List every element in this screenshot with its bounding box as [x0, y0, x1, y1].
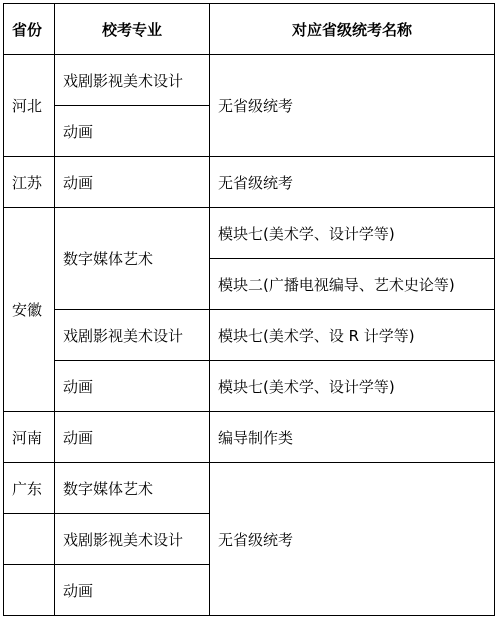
table-row: [4, 157, 495, 208]
major-cell: 动画: [55, 565, 210, 616]
exam-cell: 无省级统考: [210, 463, 495, 616]
province-cell-henan: 河南: [4, 412, 55, 463]
major-cell: 戏剧影视美术设计: [55, 514, 210, 565]
major-cell: 动画: [55, 412, 210, 463]
table-header-row: [4, 4, 495, 55]
major-cell: 动画: [55, 361, 210, 412]
table-row: [4, 310, 495, 361]
exam-cell: 无省级统考: [210, 55, 495, 157]
province-cell-empty: [4, 565, 55, 616]
province-cell-anhui: 安徽: [4, 208, 55, 412]
major-cell: 动画: [55, 157, 210, 208]
major-cell: 数字媒体艺术: [55, 463, 210, 514]
province-cell-guangdong: 广东: [4, 463, 55, 514]
table-row: [4, 361, 495, 412]
table-row: [4, 412, 495, 463]
major-cell: 动画: [55, 106, 210, 157]
header-major: 校考专业: [55, 4, 210, 55]
province-cell-empty: [4, 514, 55, 565]
header-exam: 对应省级统考名称: [210, 4, 495, 55]
table-row: [4, 55, 495, 106]
table-row: [4, 463, 495, 514]
exam-cell: 模块七(美术学、设计学等): [210, 208, 495, 259]
table-row: [4, 208, 495, 259]
exam-cell: 模块七(美术学、设 R 计学等): [210, 310, 495, 361]
major-cell: 戏剧影视美术设计: [55, 310, 210, 361]
major-cell: 数字媒体艺术: [55, 208, 210, 310]
exam-cell: 编导制作类: [210, 412, 495, 463]
majors-exam-table: [3, 3, 495, 616]
exam-cell: 无省级统考: [210, 157, 495, 208]
header-province: 省份: [4, 4, 55, 55]
province-cell-hebei: 河北: [4, 55, 55, 157]
province-cell-jiangsu: 江苏: [4, 157, 55, 208]
major-cell: 戏剧影视美术设计: [55, 55, 210, 106]
exam-cell: 模块七(美术学、设计学等): [210, 361, 495, 412]
exam-cell: 模块二(广播电视编导、艺术史论等): [210, 259, 495, 310]
